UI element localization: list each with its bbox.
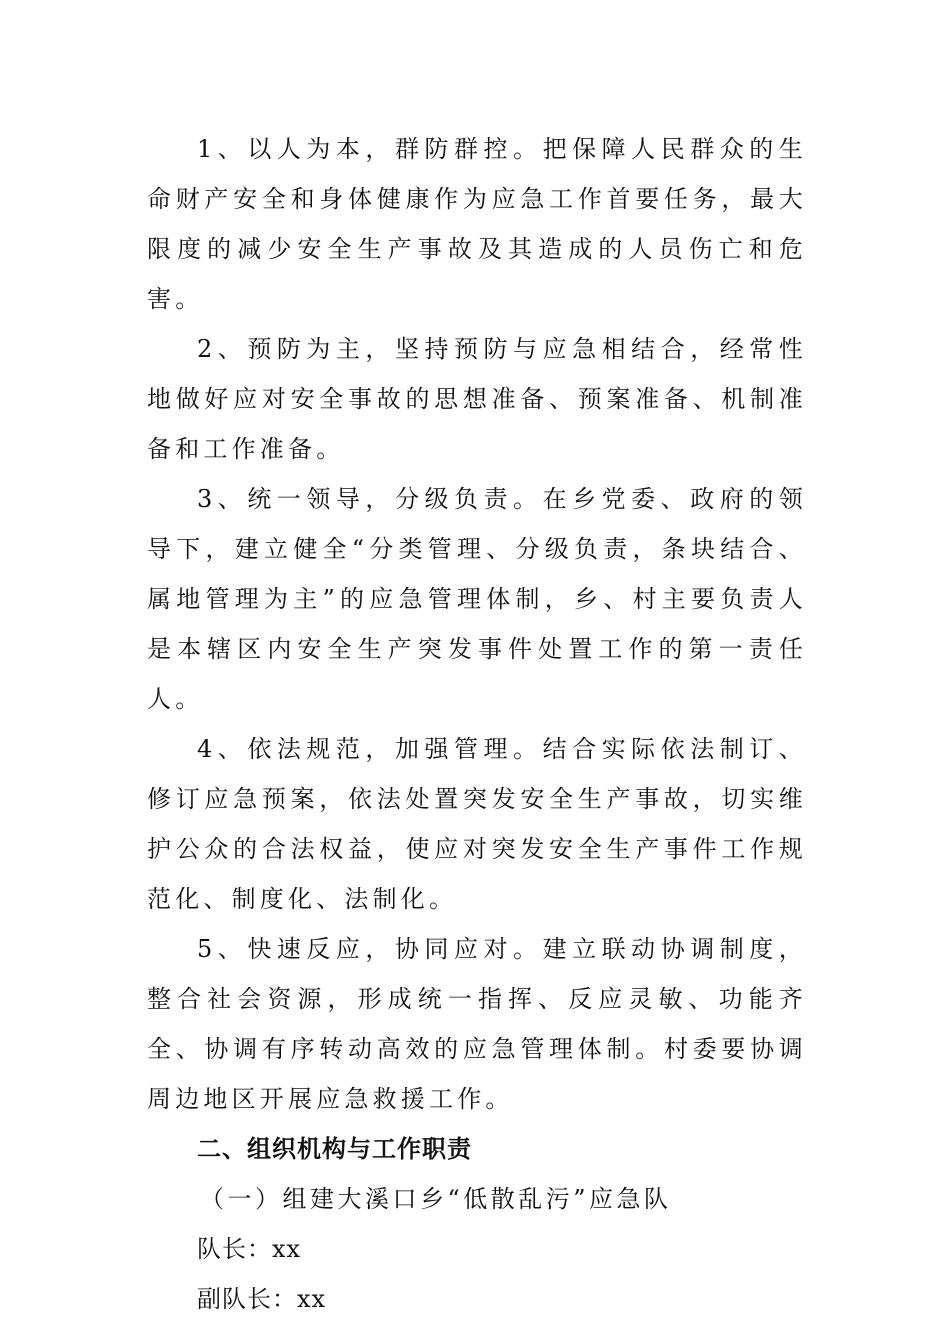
team-leader-line: 队长：xx — [197, 1235, 302, 1263]
document-body — [147, 124, 807, 1324]
deputy-leader-line: 副队长：xx — [197, 1285, 327, 1313]
principle-paragraph-4: 4、依法规范，加强管理。结合实际依法制订、修订应急预案，依法处置突发安全生产事故，切实维护公众的合法权益，使应对突发安全生产事件工作规范化、制度化、法制化。 — [147, 735, 807, 913]
principle-paragraph-2: 2、预防为主，坚持预防与应急相结合，经常性地做好应对安全事故的思想准备、预案准备、机制准备和工作准备。 — [147, 335, 807, 463]
section-heading: 二、组织机构与工作职责 — [197, 1135, 472, 1163]
principle-paragraph-3: 3、统一领导，分级负责。在乡党委、政府的领导下，建立健全“分类管理、分级负责，条块结合、属地管理为主”的应急管理体制，乡、村主要负责人是本辖区内安全生产突发事件处置工作的第一责任人。 — [147, 485, 807, 713]
principle-paragraph-1: 1、以人为本，群防群控。把保障人民群众的生命财产安全和身体健康作为应急工作首要任务，最大限度的减少安全生产事故及其造成的人员伤亡和危害。 — [147, 135, 807, 313]
principle-paragraph-5: 5、快速反应，协同应对。建立联动协调制度，整合社会资源，形成统一指挥、反应灵敏、功能齐全、协调有序转动高效的应急管理体制。村委要协调周边地区开展应急救援工作。 — [147, 935, 807, 1113]
subsection-heading: （一）组建大溪口乡“低散乱污”应急队 — [200, 1185, 672, 1213]
